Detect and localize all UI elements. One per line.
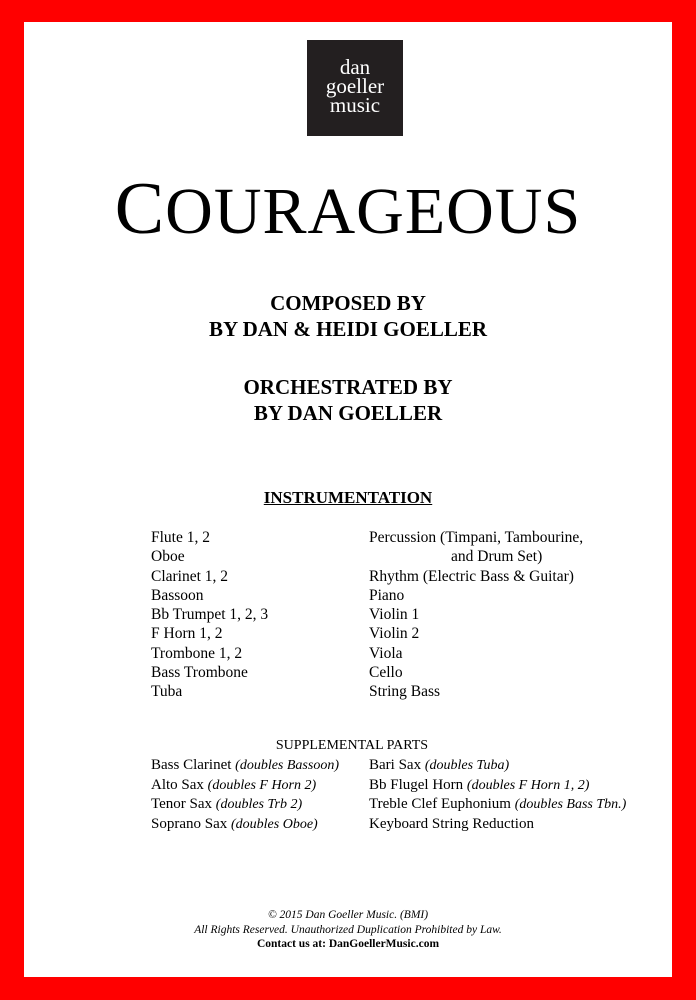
instrumentation-right-column (369, 528, 583, 702)
composed-by-block (24, 290, 672, 342)
part-doubling-note: (doubles F Horn 2) (207, 777, 317, 793)
instrument-item: Violin 2 (369, 625, 420, 643)
supplemental-part (151, 795, 339, 815)
instrument-item: Bb Trumpet 1, 2, 3 (151, 606, 269, 624)
part-doubling-note: (doubles Bass Tbn.) (514, 797, 627, 812)
score-cover-page (24, 22, 672, 977)
orchestrated-by-block (24, 374, 672, 426)
part-doubling-note: (doubles Tuba) (424, 758, 510, 773)
instrument-item: Percussion (Timpani, Tambourine, (369, 529, 584, 546)
publisher-logo (307, 40, 403, 136)
supplemental-left-column (151, 756, 339, 834)
part-name: Keyboard String Reduction (369, 815, 534, 832)
part-name: Bari Sax (369, 757, 422, 773)
instrument-item: String Bass (369, 683, 441, 701)
instrument-item: Cello (369, 664, 403, 682)
title-rest: OURAGEOUS (165, 175, 582, 248)
part-name: Bass Clarinet (151, 757, 232, 773)
supplemental-part (151, 815, 339, 835)
part-doubling-note: (doubles Trb 2) (215, 797, 303, 812)
supplemental-right-column (369, 756, 626, 834)
supplemental-heading-text: SUPPLEMENTAL PARTS (275, 738, 429, 753)
copyright-line: © 2015 Dan Goeller Music. (BMI) (267, 909, 429, 921)
part-doubling-note: (doubles F Horn 1, 2) (466, 777, 590, 793)
orchestrator-name: BY DAN GOELLER (253, 401, 443, 425)
instrumentation-heading: INSTRUMENTATION (263, 488, 433, 507)
part-name: Soprano Sax (151, 815, 228, 832)
instrument-item: Trombone 1, 2 (151, 644, 243, 662)
piece-title (24, 168, 672, 250)
logo-line-1: dan (339, 55, 371, 79)
composed-by-heading: COMPOSED BY (270, 291, 426, 315)
instrument-item: Violin 1 (369, 606, 420, 624)
part-name: Alto Sax (151, 776, 204, 793)
orchestrated-by-heading: ORCHESTRATED BY (243, 375, 453, 399)
contact-line: Contact us at: DanGoellerMusic.com (256, 938, 440, 950)
supplemental-part (151, 776, 339, 796)
part-name: Treble Clef Euphonium (369, 796, 511, 812)
logo-line-2: goeller (325, 74, 385, 98)
instrument-item: and Drum Set) (451, 548, 543, 566)
instrument-item: Viola (369, 644, 403, 662)
title-initial: C (114, 168, 166, 250)
supplemental-part (369, 815, 626, 835)
instrument-item: Rhythm (Electric Bass & Guitar) (369, 567, 574, 585)
instrument-item: Bassoon (151, 586, 204, 604)
instrument-item: Clarinet 1, 2 (151, 567, 229, 585)
part-doubling-note: (doubles Oboe) (231, 816, 318, 832)
instrument-item: Oboe (151, 548, 185, 566)
instrument-item: Tuba (151, 683, 183, 701)
supplemental-part (151, 756, 339, 776)
part-name: Bb Flugel Horn (369, 776, 464, 793)
supplemental-heading (24, 738, 672, 754)
rights-line: All Rights Reserved. Unauthorized Duplication Prohibited by Law. (194, 923, 502, 936)
instrument-item: Piano (369, 586, 405, 604)
instrument-item: Flute 1, 2 (151, 529, 210, 546)
supplemental-part (369, 776, 626, 796)
instrument-item: Bass Trombone (151, 664, 248, 682)
part-doubling-note: (doubles Bassoon) (235, 758, 339, 773)
instrumentation-left-column (151, 528, 268, 702)
composer-name: BY DAN & HEIDI GOELLER (208, 317, 488, 341)
part-name: Tenor Sax (151, 796, 213, 812)
footer (24, 908, 672, 952)
instrument-item: F Horn 1, 2 (151, 625, 223, 643)
supplemental-part (369, 756, 626, 776)
supplemental-part (369, 795, 626, 815)
logo-line-3: music (329, 93, 381, 117)
